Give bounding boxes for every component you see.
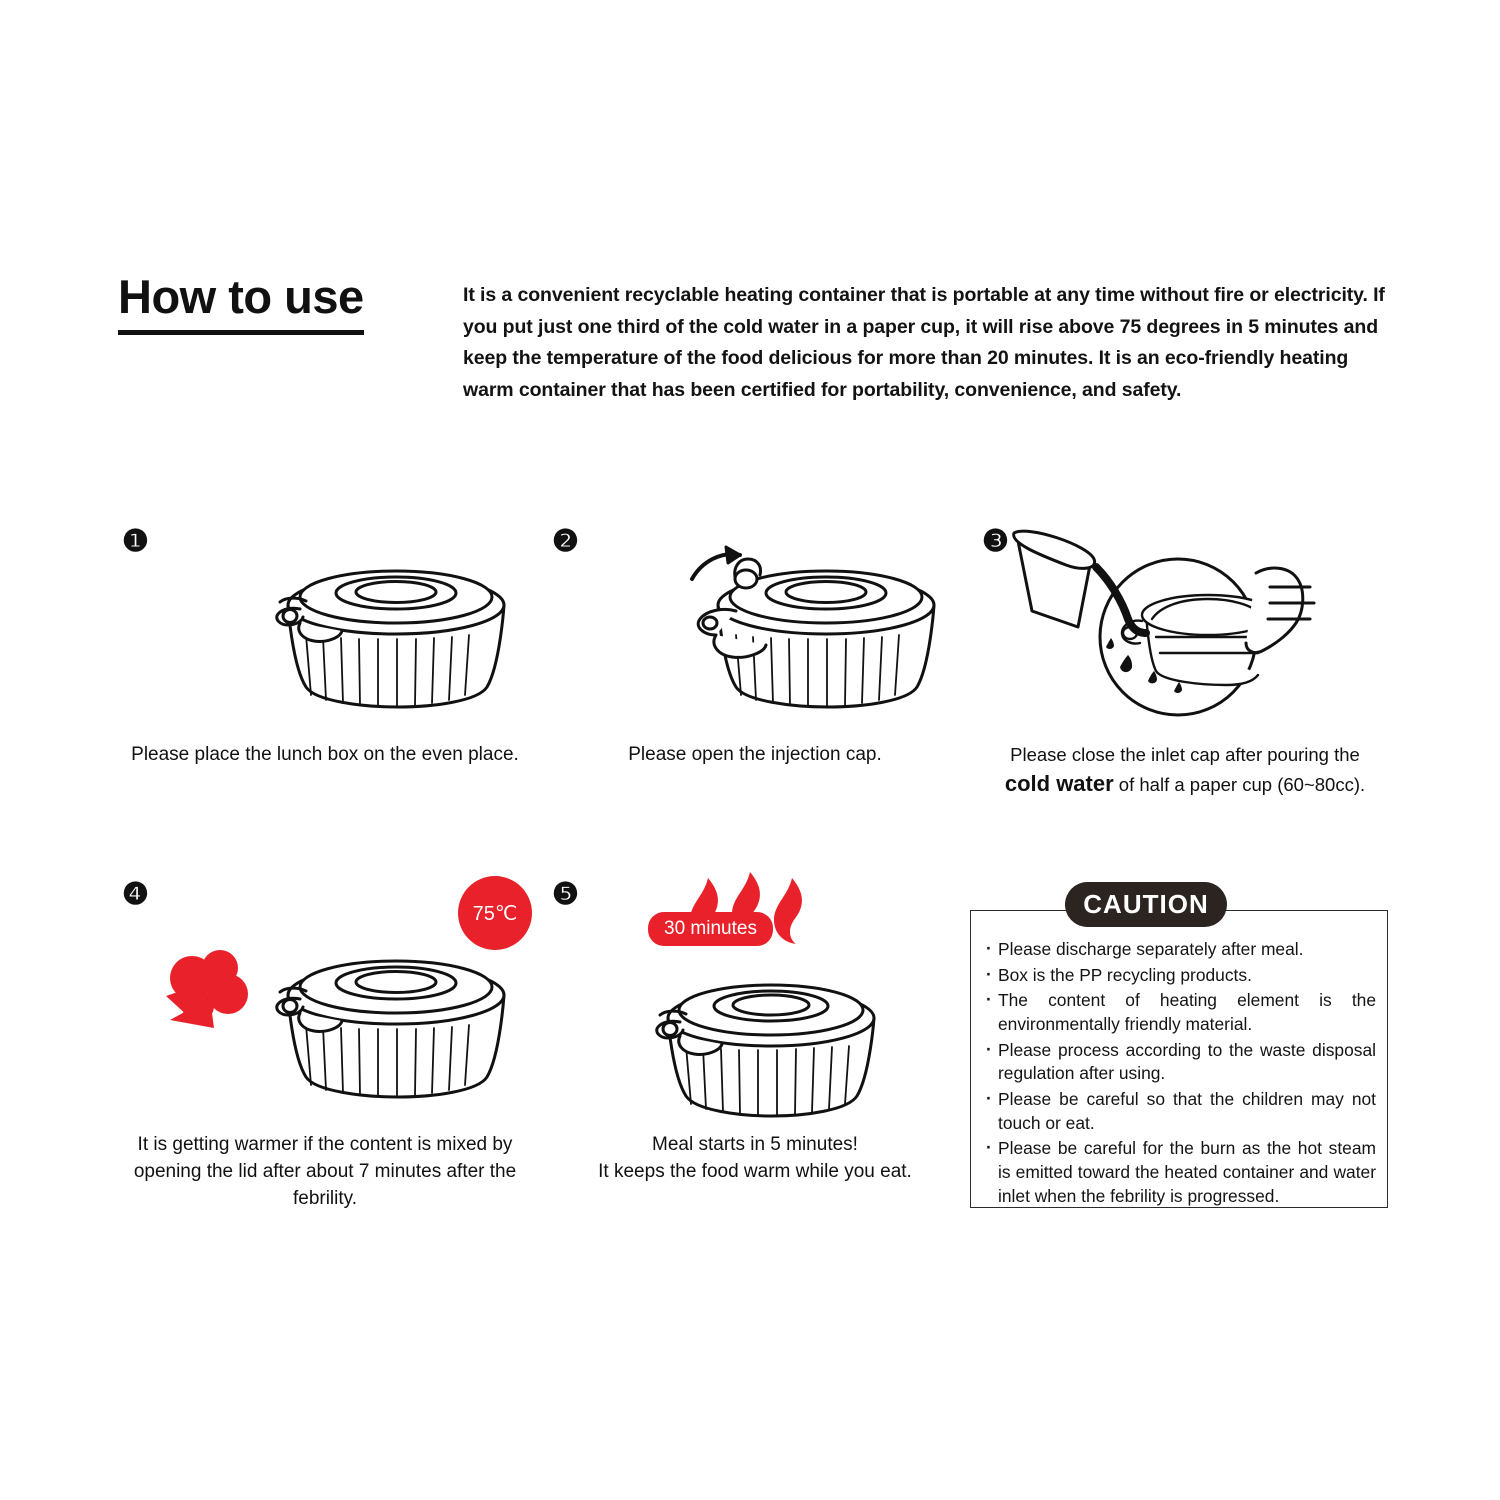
step-3-illustration [970,515,1400,730]
step-5-caption-line2: It keeps the food warm while you eat. [598,1160,912,1182]
caution-item: · Box is the PP recycling products. [984,964,1376,988]
step-3-caption-line1: Please close the inlet cap after pouring the [1010,744,1360,765]
step-3-caption [970,742,1400,800]
step-5-caption [540,1132,970,1186]
caution-title: CAUTION [1065,882,1227,927]
step-2-illustration [540,515,970,730]
step-5-badge: ❺ [552,878,579,911]
step-1-illustration [110,515,540,730]
caution-list [984,938,1376,1210]
steps-row-2 [110,870,1400,1270]
caution-item: · The content of heating element is the environmentally friendly material. [984,989,1376,1036]
step-4-badge: ❹ [122,878,149,911]
caution-panel [970,870,1400,1270]
step-2-badge: ❷ [552,525,579,558]
step-5-illustration [540,870,970,1120]
step-1-badge: ❶ [122,525,149,558]
step-4 [110,870,540,1270]
step-2 [540,505,970,850]
page-title: How to use [118,272,364,335]
step-3-badge: ❸ [982,525,1009,558]
step-5 [540,870,970,1270]
step-3-caption-bold: cold water [1004,771,1114,797]
caution-item: · Please be careful for the burn as the hot steam is emitted toward the heated container and water inlet when the febrility is progressed. [984,1137,1376,1208]
duration-badge: 30 minutes [648,912,773,946]
temperature-badge: 75℃ [458,876,532,950]
header [118,272,1398,406]
step-5-caption-line1: Meal starts in 5 minutes! [652,1134,858,1155]
step-1 [110,505,540,850]
title-wrap [118,272,463,335]
step-1-caption: Please place the lunch box on the even place. [131,744,519,765]
step-4-illustration [110,870,540,1120]
intro-paragraph: It is a convenient recyclable heating container that is portable at any time without fire or electricity. If you put just one third of the cold water in a paper cup, it will rise above 75 degrees in 5 minutes and keep the temperature of the food delicious for more than 20 minutes. It is an eco-friendly heating warm container that has been certified for portability, convenience, and safety. [463,284,1385,401]
steps-grid [110,505,1400,1270]
step-2-caption: Please open the injection cap. [628,744,882,765]
step-3-caption-line2: of half a paper cup (60~80cc). [1113,774,1366,796]
step-3 [970,505,1400,850]
caution-item: · Please process according to the waste disposal regulation after using. [984,1039,1376,1086]
step-4-caption: It is getting warmer if the content is mixed by opening the lid after about 7 minutes after the febrility. [133,1134,517,1209]
caution-item: · Please be careful so that the children may not touch or eat. [984,1088,1376,1135]
steps-row-1 [110,505,1400,850]
caution-item: · Please discharge separately after meal. [984,938,1376,962]
